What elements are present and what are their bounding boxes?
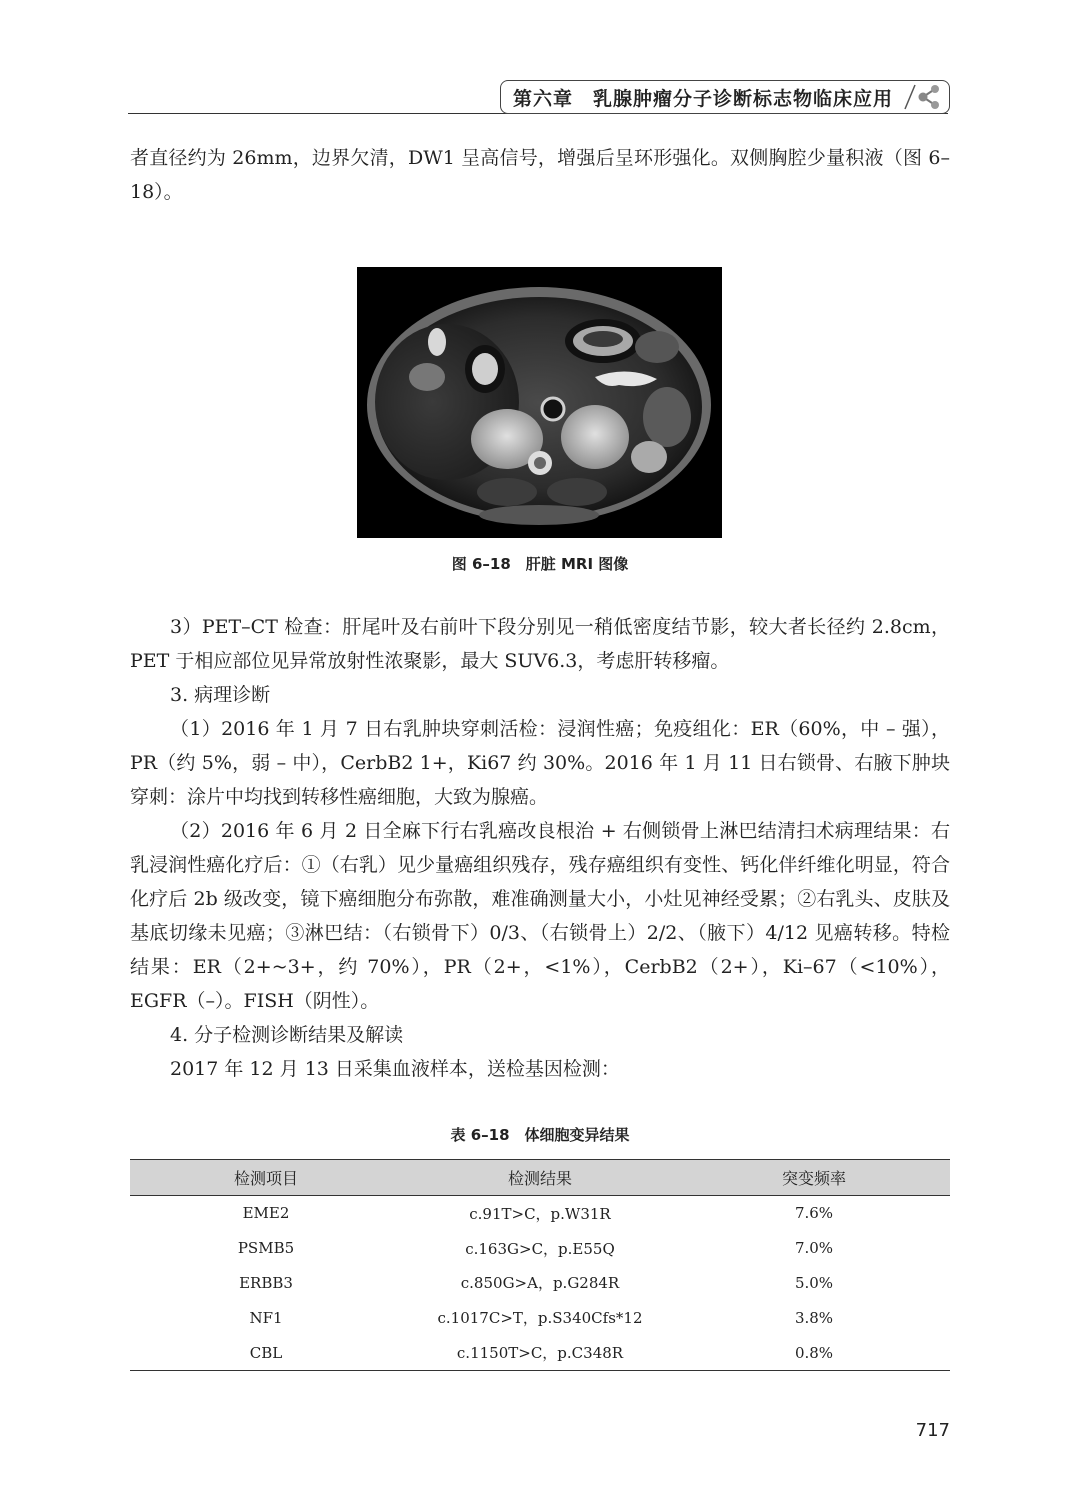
somatic-variant-table [130,1159,950,1371]
table-row [130,1231,950,1266]
frequency-cell: 7.6% [794,1204,834,1223]
gene-cell: PSMB5 [237,1239,295,1258]
paragraph-continued: 者直径约为 26mm，边界欠清，DW1 呈高信号，增强后呈环形强化。双侧胸腔少量积液（图 6–18）。 [130,147,950,203]
section-heading-pathology: 3. 病理诊断 [170,684,271,706]
paragraph-biopsy: （1）2016 年 1 月 7 日右乳肿块穿刺活检：浸润性癌；免疫组化：ER（60%，中 – 强），PR（约 5%，弱 – 中），CerbB2 1+，Ki67 约 30%。2016 年 1 月 11 日右锁骨、右腋下肿块穿刺：涂片中均找到转移性癌细胞，大致为腺癌。 [130,718,950,808]
frequency-cell: 7.0% [794,1239,834,1258]
frequency-cell: 3.8% [794,1308,834,1327]
result-cell: c.850G>A，p.G284R [460,1274,620,1293]
paragraph-surgery-pathology: （2）2016 年 6 月 2 日全麻下行右乳癌改良根治 + 右侧锁骨上淋巴结清扫术病理结果：右乳浸润性癌化疗后：①（右乳）见少量癌组织残存，残存癌组织有变性、钙化伴纤维化明显，符合化疗后 2b 级改变，镜下癌细胞分布弥散，难准确测量大小，小灶见神经受累；②右乳头、皮肤及基底切缘未见癌；③淋巴结：（右锁骨下）0/3、（右锁骨上）2/2、（腋下）4/12 见癌转移。特检结果：ER（2+~3+，约 70%），PR（2+，<1%），CerbB2（2+），Ki–67（<10%），EGFR（–）。FISH（阴性）。 [130,820,950,1012]
table-caption: 表 6–18 体细胞变异结果 [450,1126,630,1144]
result-cell: c.1150T>C，p.C348R [402,1335,678,1370]
column-header: 检测项目 [130,1160,402,1196]
chapter-title: 第六章 乳腺肿瘤分子诊断标志物临床应用 [512,87,893,110]
table-row [130,1300,950,1335]
section-heading-molecular: 4. 分子检测诊断结果及解读 [170,1024,404,1046]
running-header [500,80,950,114]
result-cell: c.163G>C，p.E55Q [465,1239,615,1258]
column-header: 突变频率 [678,1160,950,1196]
table-row [130,1196,950,1231]
frequency-cell: 0.8% [678,1335,950,1370]
body-text [130,610,950,1086]
table-header-row [130,1160,950,1196]
result-cell: c.1017C>T，p.S340Cfs*12 [437,1309,643,1328]
gene-cell: CBL [130,1335,402,1370]
gene-cell: NF1 [249,1308,283,1327]
table-row [130,1335,950,1370]
mri-scan-illustration [357,267,722,538]
paragraph-blood-sample: 2017 年 12 月 13 日采集血液样本，送检基因检测： [170,1058,620,1080]
figure-caption: 图 6–18 肝脏 MRI 图像 [451,555,629,573]
gene-cell: ERBB3 [239,1273,293,1292]
table-row [130,1266,950,1301]
paragraph-pet-ct: 3）PET–CT 检查：肝尾叶及右前叶下段分别见一稍低密度结节影，较大者长径约 2.8cm，PET 于相应部位见异常放射性浓聚影，最大 SUV6.3，考虑肝转移瘤。 [130,616,950,672]
page-number: 717 [915,1420,950,1441]
column-header: 检测结果 [402,1160,678,1196]
frequency-cell: 5.0% [794,1273,834,1292]
gene-cell: EME2 [242,1204,290,1223]
result-cell: c.91T>C，p.W31R [469,1204,611,1223]
liver-mri-image [357,267,722,538]
share-icon [903,83,943,111]
